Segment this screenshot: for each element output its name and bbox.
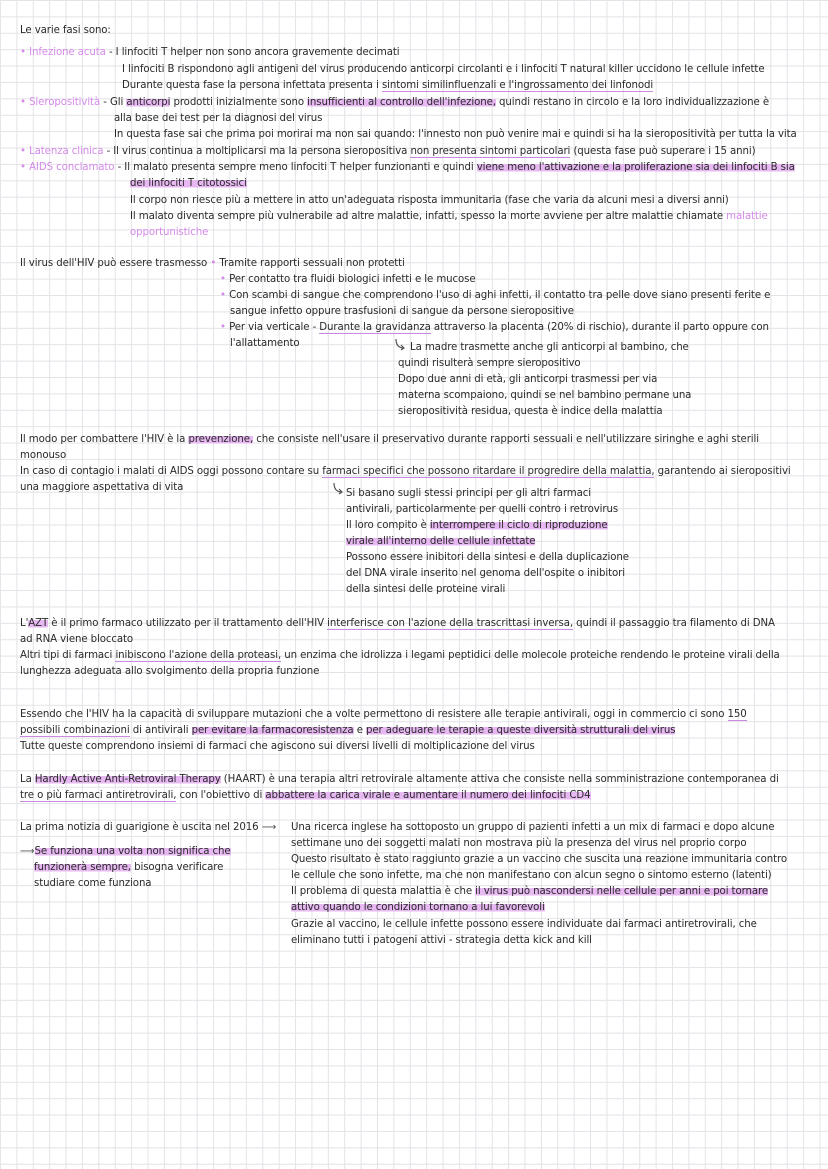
drugs-note-6: del DNA virale inserito nel genoma dell'ospite o inibitori: [346, 568, 625, 579]
azt-line-4: lunghezza adeguata allo svolgimento della propria funzione: [20, 666, 320, 677]
prevention-line-3: In caso di contagio i malati di AIDS oggi possono contare su farmaci specifici che possono ritardare il progredire della malattia, garantendo ai sieropositivi: [20, 466, 791, 477]
phases-title: Le varie fasi sono:: [20, 25, 111, 36]
vertical-note-5: sieropositività residua, questa è indice della malattia: [398, 406, 663, 417]
prevention-line-2: monouso: [20, 450, 67, 461]
mutations-line-1: Essendo che l'HIV ha la capacità di sviluppare mutazioni che a volte permettono di resistere alle terapie antivirali, oggi in commercio ci sono 150: [20, 709, 747, 720]
research-7: Grazie al vaccino, le cellule infette possono essere individuate dai farmaci antiretrovirali, che: [291, 919, 757, 930]
azt-line-3: Altri tipi di farmaci inibiscono l'azione della proteasi, un enzima che idrolizza i legami peptidici delle molecole proteiche rendendo le proteine virali della: [20, 650, 780, 661]
cure-side-3: studiare come funziona: [34, 878, 152, 889]
drugs-note-5: Possono essere inibitori della sintesi e della duplicazione: [346, 552, 629, 563]
drugs-note-4: virale all'interno delle cellule infettate: [346, 536, 536, 547]
phase-acute-name: Infezione acuta: [29, 47, 106, 58]
prevention-line-4: una maggiore aspettativa di vita: [20, 482, 184, 493]
research-6: attivo quando le condizioni tornano a lui favorevoli: [291, 902, 545, 913]
haart-line-1: La Hardly Active Anti-Retroviral Therapy (HAART) è una terapia altri retrovirale altamente attiva che consiste nella somministrazione contemporanea di: [20, 774, 779, 785]
phase-acute-c: Durante questa fase la persona infettata presenta i sintomi similinfluenzali e l'ingrossamento dei linfonodi: [122, 80, 654, 91]
phase-latency-line: • Latenza clinica - Il virus continua a moltiplicarsi ma la persona sieropositiva non presenta sintomi particolari (questa fase può superare i 15 anni): [20, 146, 756, 157]
curved-arrow-icon: [332, 482, 344, 496]
research-4: le cellule che sono infette, ma che non manifestano con alcun segno o sintomo esterno (latenti): [291, 870, 772, 881]
phase-aids-e: opportunistiche: [130, 227, 209, 238]
phase-seropositive-line: • Sieropositività - Gli anticorpi prodotti inizialmente sono insufficienti al controllo dell'infezione, quindi restano in circolo e la loro individualizzazione è: [20, 97, 770, 108]
vertical-note-2: quindi risulterà sempre sieropositivo: [398, 358, 581, 369]
vertical-note-1: La madre trasmette anche gli anticorpi al bambino, che: [410, 342, 689, 353]
transmission-b3b: sangue infetto oppure trasfusioni di sangue da persone sieropositive: [230, 306, 574, 317]
drugs-note-3: Il loro compito è interrompere il ciclo di riproduzione: [346, 520, 608, 531]
phase-acute-b: I linfociti B rispondono agli antigeni del virus producendo anticorpi circolanti e i linfociti T natural killer uccidono le cellule infette: [122, 64, 765, 75]
mutations-line-2: possibili combinazioni di antivirali per evitare la farmacoresistenza e per adeguare le terapie a queste diversità strutturali del virus: [20, 725, 676, 736]
arrow-right-icon: ⟶: [20, 846, 35, 857]
drugs-note-1: Si basano sugli stessi principi per gli altri farmaci: [346, 488, 592, 499]
research-5: Il problema di questa malattia è che il virus può nascondersi nelle cellule per anni e poi tornare: [291, 886, 769, 897]
vertical-note-4: materna scompaiono, quindi se nel bambino permane una: [398, 390, 692, 401]
research-3: Questo risultato è stato raggiunto grazie a un vaccino che suscita una reazione immunitaria contro: [291, 854, 787, 865]
phase-acute-line: • Infezione acuta - I linfociti T helper non sono ancora gravemente decimati: [20, 47, 400, 58]
haart-line-2: tre o più farmaci antiretrovirali, con l'obiettivo di abbattere la carica virale e aumentare il numero dei linfociti CD4: [20, 790, 591, 801]
drugs-note-2: antivirali, particolarmente per quelli contro i retrovirus: [346, 504, 619, 515]
phase-seropositive-b: alla base dei test per la diagnosi del virus: [114, 113, 323, 124]
research-8: eliminano tutti i patogeni attivi - strategia detta kick and kill: [291, 935, 592, 946]
transmission-b2: • Per contatto tra fluidi biologici infetti e le mucose: [220, 274, 476, 285]
cure-lead: La prima notizia di guarigione è uscita nel 2016 ⟶: [20, 822, 277, 833]
cure-side-2: funzionerà sempre, bisogna verificare: [34, 862, 224, 873]
arrow-right-icon: ⟶: [261, 822, 277, 833]
phase-aids-line: • AIDS conclamato - Il malato presenta sempre meno linfociti T helper funzionanti e quindi viene meno l'attivazione e la proliferazione sia dei linfociti B sia: [20, 162, 795, 173]
prevention-line-1: Il modo per combattere l'HIV è la prevenzione, che consiste nell'usare il preservativo durante rapporti sessuali e nell'utilizzare siringhe e aghi sterili: [20, 434, 759, 445]
cure-side-1: ⟶Se funziona una volta non significa che: [20, 846, 231, 857]
transmission-lead: Il virus dell'HIV può essere trasmesso • Tramite rapporti sessuali non protetti: [20, 258, 405, 269]
azt-line-1: L'AZT è il primo farmaco utilizzato per il trattamento dell'HIV interferisce con l'azione della trascrittasi inversa, quindi il passaggio tra filamento di DNA: [20, 618, 775, 629]
curved-arrow-icon: [394, 338, 406, 352]
phase-seropositive-c: In questa fase sai che prima poi morirai ma non sai quando: l'innesto non può venire mai e quindi si ha la sieropositività per tutta la vita: [114, 129, 797, 140]
phase-aids-b: dei linfociti T citotossici: [130, 178, 247, 189]
drugs-note-7: della sintesi delle proteine virali: [346, 584, 506, 595]
phase-aids-c: Il corpo non riesce più a mettere in atto un'adeguata risposta immunitaria (fase che varia da alcuni mesi a diversi anni): [130, 195, 729, 206]
mutations-line-3: Tutte queste comprendono insiemi di farmaci che agiscono sui diversi livelli di moltiplicazione del virus: [20, 741, 535, 752]
transmission-b4: • Per via verticale - Durante la gravidanza attraverso la placenta (20% di rischio), durante il parto oppure con: [220, 322, 769, 333]
research-2: settimane uno dei soggetti malati non mostrava più la presenza del virus nel proprio corpo: [291, 838, 747, 849]
research-1: Una ricerca inglese ha sottoposto un gruppo di pazienti infetti a un mix di farmaci e dopo alcune: [291, 822, 775, 833]
azt-line-2: ad RNA viene bloccato: [20, 634, 134, 645]
phase-aids-d: Il malato diventa sempre più vulnerabile ad altre malattie, infatti, spesso la morte avviene per altre malattie chiamate malattie: [130, 211, 768, 222]
transmission-b4d: l'allattamento: [230, 338, 300, 349]
transmission-b3a: • Con scambi di sangue che comprendono l'uso di aghi infetti, il contatto tra pelle dove siano presenti ferite e: [220, 290, 771, 301]
vertical-note-3: Dopo due anni di età, gli anticorpi trasmessi per via: [398, 374, 658, 385]
